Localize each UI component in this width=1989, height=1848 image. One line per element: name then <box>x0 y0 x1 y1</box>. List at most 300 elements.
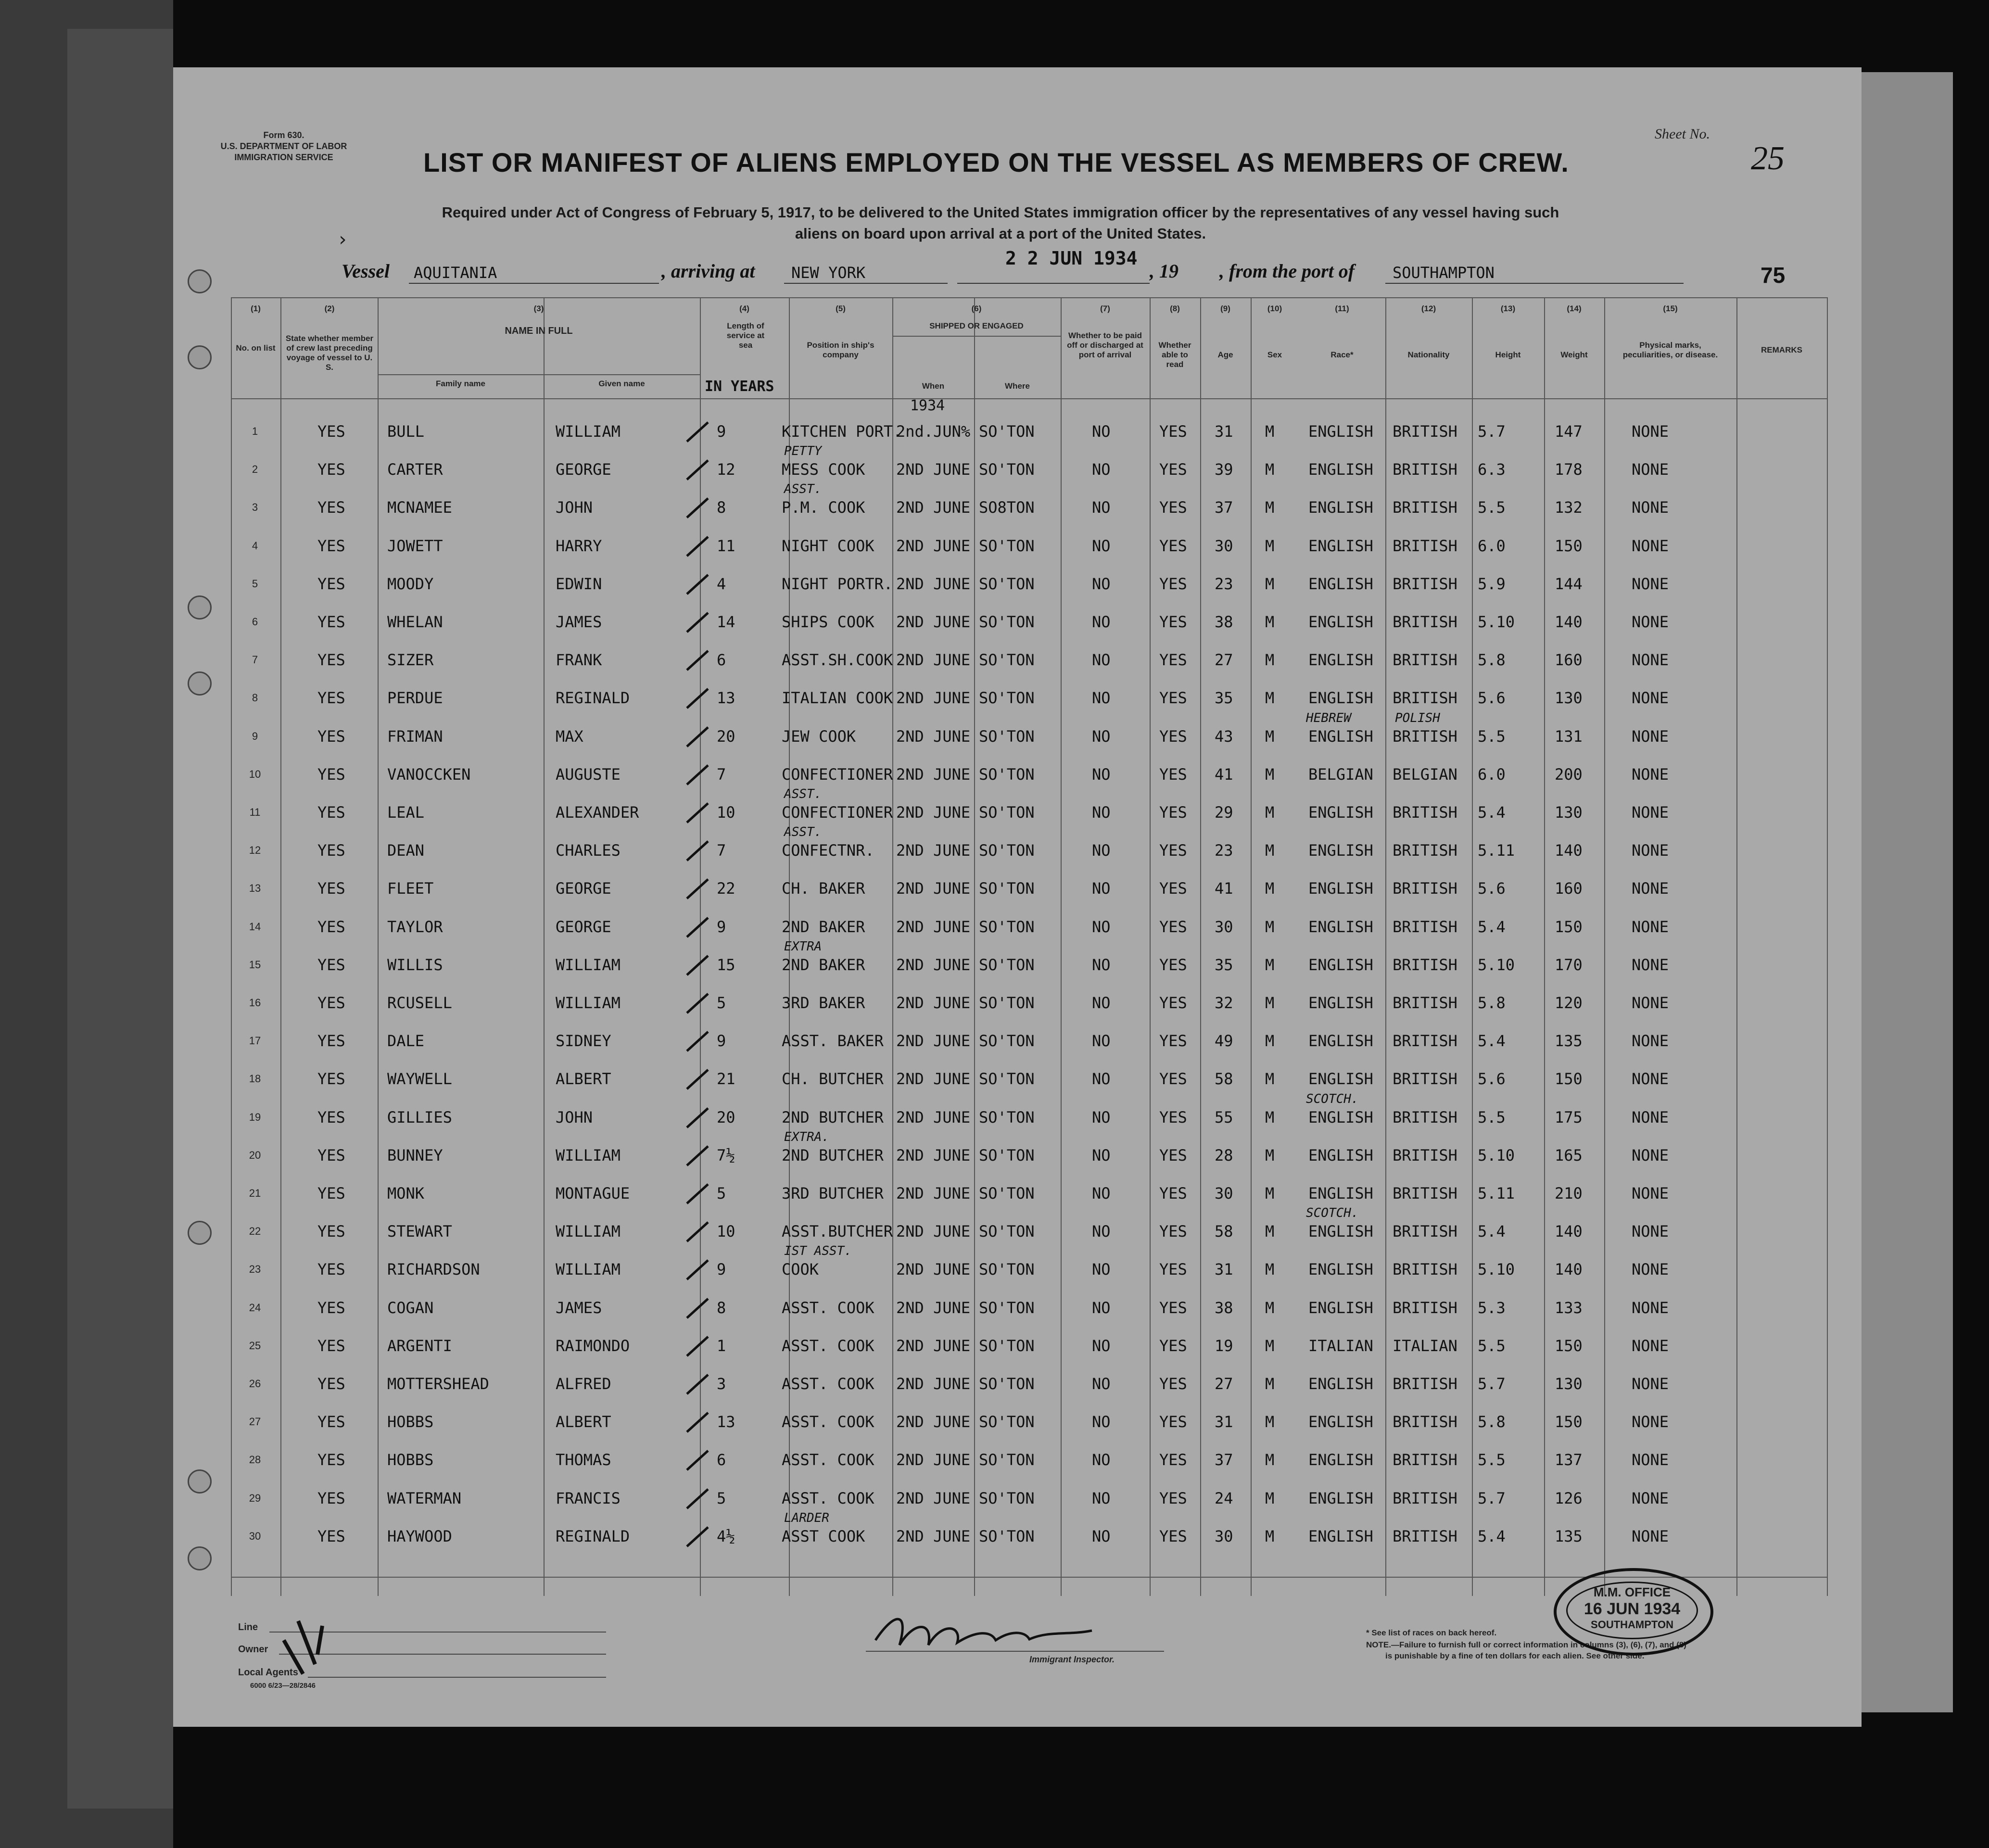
cell-where: SO'TON <box>979 918 1035 936</box>
subtitle-line-1: Required under Act of Congress of February 5, 1917, to be delivered to the United States immigration officer by the representatives of any vessel having such <box>442 204 1559 221</box>
cell-read: YES <box>1159 613 1187 631</box>
cell-age: 58 <box>1215 1222 1233 1240</box>
cell-weight: 210 <box>1555 1184 1583 1202</box>
cell-family: WHELAN <box>387 613 443 631</box>
cell-marks: NONE <box>1632 1260 1669 1278</box>
col-7-number: (7) <box>1100 304 1110 313</box>
col-5-label: Position in ship's company <box>807 341 874 359</box>
cell-nationality: BRITISH <box>1393 537 1457 555</box>
cell-position: 3RD BAKER <box>782 994 865 1012</box>
cell-height: 5.4 <box>1478 1527 1506 1545</box>
remarks-header: REMARKS <box>1761 345 1802 354</box>
check-tick-icon <box>683 1141 712 1170</box>
cell-when: 2ND JUNE <box>896 651 971 669</box>
row-number: 4 <box>252 540 258 552</box>
footer-line-label: Line <box>238 1622 258 1633</box>
cell-height: 5.3 <box>1478 1299 1506 1317</box>
row-number: 25 <box>249 1340 261 1352</box>
row-number: 17 <box>249 1035 261 1047</box>
cell-weight: 131 <box>1555 727 1583 746</box>
row-number: 10 <box>249 768 261 780</box>
cell-weight: 150 <box>1555 1337 1583 1355</box>
cell-marks: NONE <box>1632 422 1669 441</box>
cell-when: 2ND JUNE <box>896 1489 971 1507</box>
cell-given: AUGUSTE <box>556 765 621 784</box>
check-tick-icon <box>683 494 712 522</box>
cell-sex: M <box>1265 803 1275 822</box>
row-number: 2 <box>252 463 258 475</box>
cell-years: 22 <box>717 879 735 898</box>
cell-sex: M <box>1265 498 1275 517</box>
cell-age: 41 <box>1215 879 1233 898</box>
annotation-pos_note: IST ASST. <box>784 1244 852 1258</box>
cell-when: 2ND JUNE <box>896 841 971 860</box>
cell-given: JOHN <box>556 498 593 517</box>
annotation-race_note: HEBREW <box>1306 711 1351 725</box>
cell-race: ENGLISH <box>1308 689 1373 707</box>
cell-race: ENGLISH <box>1308 1222 1373 1240</box>
cell-age: 27 <box>1215 1375 1233 1393</box>
row-number: 15 <box>249 959 261 971</box>
cell-read: YES <box>1159 689 1187 707</box>
arriving-port: NEW YORK <box>791 264 866 282</box>
cell-weight: 135 <box>1555 1527 1583 1545</box>
cell-given: ALBERT <box>556 1413 611 1431</box>
cell-given: WILLIAM <box>556 994 621 1012</box>
cell-weight: 140 <box>1555 1260 1583 1278</box>
col-13-number: (13) <box>1500 304 1516 313</box>
cell-age: 28 <box>1215 1146 1233 1164</box>
cell-height: 6.3 <box>1478 460 1506 479</box>
cell-where: SO'TON <box>979 1032 1035 1050</box>
cell-race: ENGLISH <box>1308 803 1373 822</box>
cell-weight: 133 <box>1555 1299 1583 1317</box>
cell-family: MONK <box>387 1184 425 1202</box>
cell-position: ASST. COOK <box>782 1451 874 1469</box>
years-unit: IN YEARS <box>705 378 774 395</box>
cell-prev: YES <box>317 498 345 517</box>
row-number: 20 <box>249 1149 261 1161</box>
cell-weight: 140 <box>1555 1222 1583 1240</box>
col-divider <box>892 297 893 1596</box>
col-12-number: (12) <box>1421 304 1436 313</box>
cell-weight: 165 <box>1555 1146 1583 1164</box>
cell-race: ENGLISH <box>1308 575 1373 593</box>
cell-prev: YES <box>317 803 345 822</box>
cell-nationality: BRITISH <box>1393 1032 1457 1050</box>
cell-position: ASST. BAKER <box>782 1032 884 1050</box>
cell-given: REGINALD <box>556 1527 630 1545</box>
cell-years: 4 <box>717 575 726 593</box>
cell-family: WAYWELL <box>387 1070 452 1088</box>
cell-race: ENGLISH <box>1308 1146 1373 1164</box>
cell-nationality: BRITISH <box>1393 1108 1457 1127</box>
cell-given: THOMAS <box>556 1451 611 1469</box>
cell-where: SO'TON <box>979 841 1035 860</box>
cell-sex: M <box>1265 651 1275 669</box>
cell-age: 19 <box>1215 1337 1233 1355</box>
check-tick-icon <box>683 1179 712 1208</box>
check-tick-icon <box>683 532 712 561</box>
col-14-number: (14) <box>1567 304 1582 313</box>
col-divider <box>700 297 701 1596</box>
cell-height: 5.5 <box>1478 727 1506 746</box>
cell-when: 2ND JUNE <box>896 689 971 707</box>
col-11-number: (11) <box>1335 304 1349 313</box>
cell-age: 55 <box>1215 1108 1233 1127</box>
cell-sex: M <box>1265 918 1275 936</box>
cell-height: 5.4 <box>1478 918 1506 936</box>
cell-when: 2ND JUNE <box>896 575 971 593</box>
cell-family: HAYWOOD <box>387 1527 452 1545</box>
check-tick-icon <box>683 1103 712 1132</box>
cell-prev: YES <box>317 651 345 669</box>
cell-height: 5.5 <box>1478 498 1506 517</box>
cell-prev: YES <box>317 956 345 974</box>
cell-paid: NO <box>1092 1337 1111 1355</box>
row-number: 8 <box>252 692 258 704</box>
cell-family: ARGENTI <box>387 1337 452 1355</box>
cell-prev: YES <box>317 994 345 1012</box>
cell-prev: YES <box>317 460 345 479</box>
cell-where: SO'TON <box>979 956 1035 974</box>
cell-position: CONFECTIONER <box>782 803 893 822</box>
cell-weight: 170 <box>1555 956 1583 974</box>
cell-sex: M <box>1265 575 1275 593</box>
cell-family: BULL <box>387 422 425 441</box>
cell-prev: YES <box>317 1070 345 1088</box>
cell-read: YES <box>1159 841 1187 860</box>
race-note: * See list of races on back hereof. <box>1366 1628 1497 1637</box>
cell-weight: 144 <box>1555 575 1583 593</box>
cell-prev: YES <box>317 1184 345 1202</box>
vessel-label: Vessel <box>342 260 390 282</box>
given-name-header: Given name <box>598 379 645 388</box>
punch-hole-icon <box>188 671 212 696</box>
cell-age: 31 <box>1215 422 1233 441</box>
cell-when: 2ND JUNE <box>896 498 971 517</box>
cell-prev: YES <box>317 1337 345 1355</box>
cell-where: SO'TON <box>979 879 1035 898</box>
check-tick-icon <box>683 836 712 865</box>
cell-position: CH. BAKER <box>782 879 865 898</box>
cell-years: 6 <box>717 1451 726 1469</box>
col-13-label: Height <box>1495 350 1521 359</box>
cell-read: YES <box>1159 1146 1187 1164</box>
col-2-number: (2) <box>324 304 335 313</box>
cell-family: STEWART <box>387 1222 452 1240</box>
cell-nationality: BRITISH <box>1393 422 1457 441</box>
cell-race: ENGLISH <box>1308 1108 1373 1127</box>
cell-sex: M <box>1265 1489 1275 1507</box>
cell-age: 23 <box>1215 841 1233 860</box>
arrival-date-stamp: 2 2 JUN 1934 <box>1005 248 1138 269</box>
row-number: 23 <box>249 1263 261 1275</box>
cell-height: 5.6 <box>1478 879 1506 898</box>
cell-weight: 150 <box>1555 918 1583 936</box>
cell-age: 31 <box>1215 1413 1233 1431</box>
cell-family: FLEET <box>387 879 434 898</box>
cell-read: YES <box>1159 1413 1187 1431</box>
cell-paid: NO <box>1092 879 1111 898</box>
cell-sex: M <box>1265 1527 1275 1545</box>
cell-where: SO'TON <box>979 727 1035 746</box>
cell-marks: NONE <box>1632 803 1669 822</box>
stamp-top: M.M. OFFICE <box>1593 1585 1671 1599</box>
cell-paid: NO <box>1092 765 1111 784</box>
cell-weight: 178 <box>1555 460 1583 479</box>
cell-where: SO'TON <box>979 765 1035 784</box>
cell-prev: YES <box>317 1375 345 1393</box>
cell-years: 9 <box>717 422 726 441</box>
cell-sex: M <box>1265 1222 1275 1240</box>
cell-paid: NO <box>1092 1070 1111 1088</box>
cell-prev: YES <box>317 727 345 746</box>
col-15-number: (15) <box>1663 304 1678 313</box>
cell-weight: 175 <box>1555 1108 1583 1127</box>
cell-when: 2ND JUNE <box>896 879 971 898</box>
cell-height: 5.5 <box>1478 1337 1506 1355</box>
cell-prev: YES <box>317 918 345 936</box>
year-note: 1934 <box>910 397 945 414</box>
cell-paid: NO <box>1092 841 1111 860</box>
cell-age: 37 <box>1215 498 1233 517</box>
cell-given: REGINALD <box>556 689 630 707</box>
cell-when: 2ND JUNE <box>896 956 971 974</box>
row-number: 6 <box>252 616 258 628</box>
cell-family: DALE <box>387 1032 425 1050</box>
cell-given: HARRY <box>556 537 602 555</box>
check-tick-icon <box>683 1332 712 1361</box>
cell-marks: NONE <box>1632 956 1669 974</box>
row-number: 30 <box>249 1530 261 1542</box>
cell-race: ENGLISH <box>1308 1375 1373 1393</box>
cell-paid: NO <box>1092 1299 1111 1317</box>
cell-read: YES <box>1159 1260 1187 1278</box>
cell-paid: NO <box>1092 1222 1111 1240</box>
cell-marks: NONE <box>1632 1032 1669 1050</box>
cell-when: 2ND JUNE <box>896 1375 971 1393</box>
col-divider <box>1736 297 1737 1596</box>
cell-family: HOBBS <box>387 1413 434 1431</box>
cell-nationality: BRITISH <box>1393 803 1457 822</box>
cell-position: ASST. COOK <box>782 1375 874 1393</box>
cell-read: YES <box>1159 1070 1187 1088</box>
cell-position: NIGHT PORTR. <box>782 575 893 593</box>
cell-years: 8 <box>717 1299 726 1317</box>
cell-years: 3 <box>717 1375 726 1393</box>
cell-weight: 130 <box>1555 803 1583 822</box>
cell-height: 5.10 <box>1478 1146 1515 1164</box>
cell-when: 2ND JUNE <box>896 727 971 746</box>
cell-read: YES <box>1159 537 1187 555</box>
cell-years: 6 <box>717 651 726 669</box>
cell-nationality: BRITISH <box>1393 1489 1457 1507</box>
cell-height: 5.4 <box>1478 1222 1506 1240</box>
cell-read: YES <box>1159 1222 1187 1240</box>
cell-nationality: BRITISH <box>1393 1070 1457 1088</box>
check-tick-icon <box>683 1370 712 1399</box>
cell-family: WILLIS <box>387 956 443 974</box>
cell-age: 31 <box>1215 1260 1233 1278</box>
cell-family: HOBBS <box>387 1451 434 1469</box>
scan-background-strip <box>67 29 173 1809</box>
cell-sex: M <box>1265 422 1275 441</box>
check-tick-icon <box>683 989 712 1018</box>
cell-sex: M <box>1265 1299 1275 1317</box>
cell-paid: NO <box>1092 994 1111 1012</box>
cell-sex: M <box>1265 1260 1275 1278</box>
cell-paid: NO <box>1092 1108 1111 1127</box>
cell-when: 2ND JUNE <box>896 803 971 822</box>
row-number: 14 <box>249 921 261 933</box>
cell-weight: 130 <box>1555 689 1583 707</box>
cell-where: SO'TON <box>979 994 1035 1012</box>
annotation-pos_note: LARDER <box>784 1511 829 1525</box>
cell-paid: NO <box>1092 1260 1111 1278</box>
col-divider <box>378 297 379 1596</box>
cell-sex: M <box>1265 613 1275 631</box>
year-label: , 19 <box>1150 260 1178 282</box>
cell-years: 10 <box>717 803 735 822</box>
cell-marks: NONE <box>1632 1337 1669 1355</box>
cell-where: SO'TON <box>979 1375 1035 1393</box>
cell-given: GEORGE <box>556 460 611 479</box>
check-tick-icon <box>683 456 712 484</box>
annotation-pos_note: PETTY <box>784 444 822 458</box>
row-number: 21 <box>249 1187 261 1199</box>
cell-where: SO'TON <box>979 1299 1035 1317</box>
cell-given: MONTAGUE <box>556 1184 630 1202</box>
cell-prev: YES <box>317 537 345 555</box>
annotation-race_note: SCOTCH. <box>1306 1092 1359 1106</box>
cell-years: 12 <box>717 460 735 479</box>
cell-marks: NONE <box>1632 651 1669 669</box>
penalty-note-cont: is punishable by a fine of ten dollars for each alien. See other side. <box>1385 1651 1645 1660</box>
row-number: 24 <box>249 1302 261 1314</box>
cell-marks: NONE <box>1632 1108 1669 1127</box>
cell-years: 15 <box>717 956 735 974</box>
cell-height: 5.11 <box>1478 1184 1515 1202</box>
cell-sex: M <box>1265 1375 1275 1393</box>
cell-marks: NONE <box>1632 1299 1669 1317</box>
annotation-pos_note: ASST. <box>784 482 822 496</box>
cell-when: 2ND JUNE <box>896 1299 971 1317</box>
cell-height: 5.8 <box>1478 1413 1506 1431</box>
cell-paid: NO <box>1092 1451 1111 1469</box>
cell-prev: YES <box>317 1489 345 1507</box>
cell-years: 13 <box>717 689 735 707</box>
cell-age: 38 <box>1215 1299 1233 1317</box>
cell-height: 5.7 <box>1478 1489 1506 1507</box>
col-8-label: Whether able to read <box>1158 341 1191 369</box>
cell-when: 2nd.JUN% <box>896 422 971 441</box>
cell-position: 2ND BAKER <box>782 956 865 974</box>
cell-where: SO'TON <box>979 1108 1035 1127</box>
col-4-number: (4) <box>739 304 749 313</box>
check-tick-icon <box>683 722 712 751</box>
cell-family: LEAL <box>387 803 425 822</box>
cell-position: NIGHT COOK <box>782 537 874 555</box>
cell-years: 9 <box>717 918 726 936</box>
cell-when: 2ND JUNE <box>896 537 971 555</box>
cell-years: 21 <box>717 1070 735 1088</box>
cell-paid: NO <box>1092 803 1111 822</box>
cell-sex: M <box>1265 1146 1275 1164</box>
row-number: 11 <box>249 806 261 818</box>
cell-marks: NONE <box>1632 1070 1669 1088</box>
cell-read: YES <box>1159 422 1187 441</box>
cell-marks: NONE <box>1632 1222 1669 1240</box>
cell-years: 8 <box>717 498 726 517</box>
cell-paid: NO <box>1092 651 1111 669</box>
col-11-label: Race* <box>1330 350 1354 359</box>
cell-given: MAX <box>556 727 583 746</box>
cell-weight: 160 <box>1555 651 1583 669</box>
cell-where: SO'TON <box>979 1260 1035 1278</box>
cell-nationality: BRITISH <box>1393 1527 1457 1545</box>
cell-sex: M <box>1265 841 1275 860</box>
cell-given: ALFRED <box>556 1375 611 1393</box>
cell-height: 5.8 <box>1478 994 1506 1012</box>
cell-paid: NO <box>1092 460 1111 479</box>
cell-years: 5 <box>717 994 726 1012</box>
cell-marks: NONE <box>1632 575 1669 593</box>
cell-weight: 137 <box>1555 1451 1583 1469</box>
cell-nationality: BELGIAN <box>1393 765 1457 784</box>
cell-years: 5 <box>717 1489 726 1507</box>
cell-paid: NO <box>1092 1527 1111 1545</box>
cell-position: CONFECTNR. <box>782 841 874 860</box>
from-label: , from the port of <box>1219 260 1355 282</box>
cell-race: ENGLISH <box>1308 1489 1373 1507</box>
col-8-number: (8) <box>1170 304 1180 313</box>
cell-height: 5.10 <box>1478 956 1515 974</box>
check-tick-icon <box>683 798 712 827</box>
row-number: 5 <box>252 578 258 590</box>
col-divider <box>544 297 545 1596</box>
cell-given: WILLIAM <box>556 956 621 974</box>
cell-family: COGAN <box>387 1299 434 1317</box>
row-number: 26 <box>249 1378 261 1390</box>
cell-position: ASST. COOK <box>782 1413 874 1431</box>
cell-family: CARTER <box>387 460 443 479</box>
cell-nationality: BRITISH <box>1393 879 1457 898</box>
cell-given: EDWIN <box>556 575 602 593</box>
cell-paid: NO <box>1092 956 1111 974</box>
cell-height: 5.4 <box>1478 1032 1506 1050</box>
col-10-number: (10) <box>1267 304 1282 313</box>
cell-marks: NONE <box>1632 613 1669 631</box>
cell-paid: NO <box>1092 537 1111 555</box>
cell-marks: NONE <box>1632 1413 1669 1431</box>
cell-paid: NO <box>1092 727 1111 746</box>
cell-marks: NONE <box>1632 498 1669 517</box>
cell-given: FRANCIS <box>556 1489 621 1507</box>
cell-race: ITALIAN <box>1308 1337 1373 1355</box>
handwritten-mark-icon <box>269 1611 356 1683</box>
cell-age: 58 <box>1215 1070 1233 1088</box>
cell-family: BUNNEY <box>387 1146 443 1164</box>
cell-given: GEORGE <box>556 918 611 936</box>
cell-prev: YES <box>317 422 345 441</box>
cell-age: 37 <box>1215 1451 1233 1469</box>
cell-paid: NO <box>1092 422 1111 441</box>
cell-read: YES <box>1159 1527 1187 1545</box>
cell-given: ALBERT <box>556 1070 611 1088</box>
cell-paid: NO <box>1092 498 1111 517</box>
cell-family: MOTTERSHEAD <box>387 1375 489 1393</box>
